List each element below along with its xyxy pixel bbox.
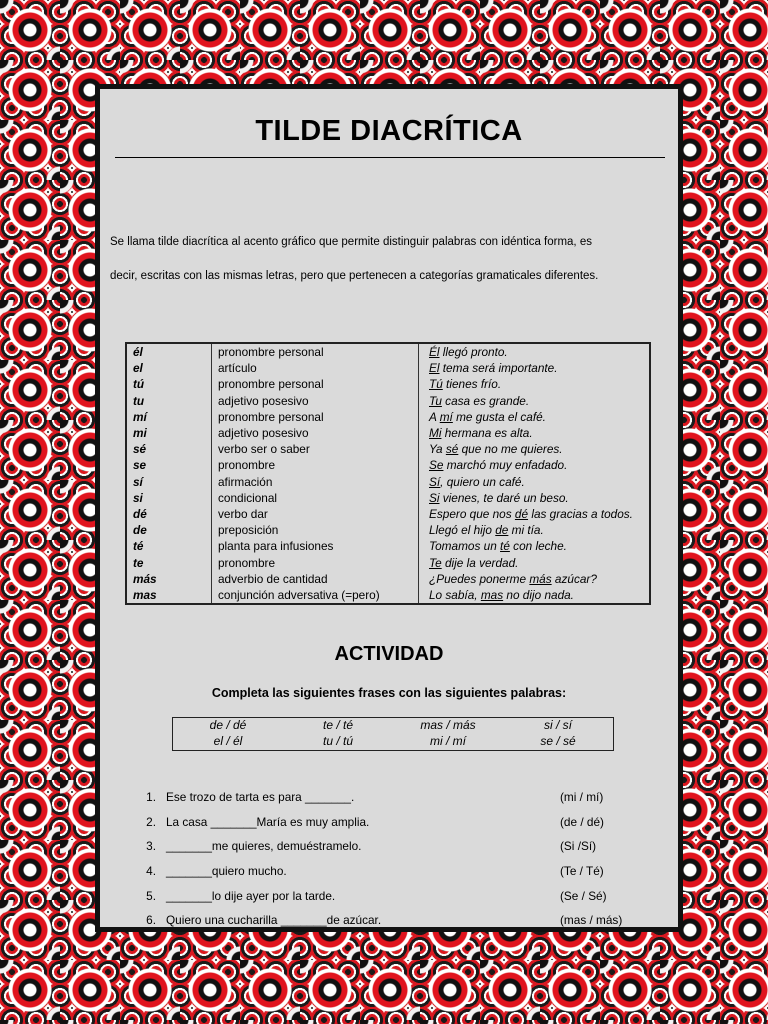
example-highlight: Si: [429, 490, 440, 505]
table-example: [419, 409, 650, 425]
table-example: [419, 344, 650, 360]
exercise-sentence: _______quiero mucho.: [166, 864, 287, 879]
example-text: dije la verdad.: [441, 555, 519, 570]
activity-instructions: Completa las siguientes frases con las siguientes palabras:: [211, 686, 567, 700]
table-row: [127, 538, 649, 554]
table-row: [127, 360, 649, 376]
table-example: [419, 376, 650, 392]
exercise-item: [130, 785, 650, 810]
exercise-options: (Se / Sé): [560, 888, 607, 903]
table-category: conjunción adversativa (=pero): [212, 587, 419, 603]
example-text: Tomamos un: [429, 539, 501, 554]
intro-paragraph: [110, 225, 668, 293]
example-text: azúcar?: [551, 571, 597, 586]
table-example: [419, 474, 650, 490]
table-word: si: [133, 490, 143, 505]
table-example: [419, 441, 650, 457]
worksheet-frame: [95, 84, 683, 932]
activity-title: ACTIVIDAD: [334, 643, 444, 665]
exercise-number: 5.: [146, 888, 156, 903]
table-example: [419, 393, 650, 409]
title-divider: [115, 157, 665, 158]
table-word: tu: [133, 393, 145, 408]
exercise-number: 6.: [146, 913, 156, 927]
exercise-list: [130, 785, 650, 927]
example-text: casa es grande.: [441, 393, 530, 408]
example-highlight: Se: [429, 458, 444, 473]
table-example: [419, 457, 650, 473]
table-word: más: [133, 571, 157, 586]
exercise-item: [130, 810, 650, 835]
table-word: mí: [133, 409, 147, 424]
table-row: [127, 409, 649, 425]
exercise-sentence: _______me quieres, demuéstramelo.: [166, 839, 362, 854]
table-category: adjetivo posesivo: [212, 393, 419, 409]
example-text: A: [429, 409, 440, 424]
table-row: [127, 474, 649, 490]
table-example: [419, 506, 650, 522]
word-options-box: [172, 717, 614, 751]
example-highlight: Sí: [429, 474, 441, 489]
table-example: [419, 360, 650, 376]
word-option: si / sí: [543, 718, 572, 732]
table-row: [127, 522, 649, 538]
example-highlight: Mi: [429, 426, 442, 441]
table-category: pronombre: [212, 457, 419, 473]
example-text: Ya: [429, 442, 446, 457]
table-row: [127, 490, 649, 506]
example-text: no dijo nada.: [503, 588, 574, 603]
example-highlight: té: [500, 539, 510, 554]
table-example: [419, 571, 650, 587]
word-option: se / sé: [540, 734, 576, 748]
table-row: [127, 457, 649, 473]
table-example: [419, 587, 650, 603]
example-text: marchó muy enfadado.: [443, 458, 568, 473]
example-highlight: El: [429, 361, 440, 376]
diacritic-table-body: [127, 344, 649, 603]
word-option: tu / tú: [322, 734, 354, 748]
table-example: [419, 522, 650, 538]
table-word: de: [133, 523, 147, 538]
table-word: te: [133, 555, 144, 570]
example-text: me gusta el café.: [452, 409, 546, 424]
table-word: sí: [133, 474, 143, 489]
table-category: verbo dar: [212, 506, 419, 522]
exercise-sentence: La casa _______María es muy amplia.: [166, 814, 370, 829]
intro-line: decir, escritas con las mismas letras, pero que pertenecen a categorías gramaticales diferentes.: [110, 270, 599, 282]
example-text: llegó pronto.: [439, 345, 508, 359]
table-category: pronombre personal: [212, 344, 419, 360]
example-highlight: más: [529, 571, 552, 586]
table-row: [127, 376, 649, 392]
table-category: pronombre: [212, 555, 419, 571]
table-word: té: [133, 539, 144, 554]
word-option: de / dé: [209, 718, 247, 732]
word-option: el / él: [213, 734, 243, 748]
example-text: las gracias a todos.: [528, 507, 633, 522]
exercise-number: 3.: [146, 839, 156, 854]
intro-line: Se llama tilde diacrítica al acento gráfico que permite distinguir palabras con idéntica forma, es: [110, 236, 592, 248]
example-text: tema será importante.: [439, 361, 558, 376]
example-text: con leche.: [509, 539, 567, 554]
exercise-number: 1.: [146, 790, 156, 805]
exercise-sentence: _______lo dije ayer por la tarde.: [166, 888, 336, 903]
table-category: pronombre personal: [212, 409, 419, 425]
diacritic-table: [125, 342, 651, 605]
exercise-item: [130, 834, 650, 859]
table-category: adverbio de cantidad: [212, 571, 419, 587]
worksheet: [100, 89, 678, 927]
example-text: mi tía.: [508, 523, 544, 538]
table-row: [127, 344, 649, 360]
example-highlight: Tú: [429, 377, 443, 392]
table-row: [127, 506, 649, 522]
table-category: condicional: [212, 490, 419, 506]
example-text: tienes frío.: [442, 377, 502, 392]
table-row: [127, 571, 649, 587]
example-highlight: Él: [429, 345, 440, 359]
table-word: sé: [133, 442, 147, 457]
table-example: [419, 490, 650, 506]
table-word: se: [133, 458, 147, 473]
example-text: hermana es alta.: [441, 426, 533, 441]
table-category: pronombre personal: [212, 376, 419, 392]
exercise-number: 4.: [146, 864, 156, 879]
exercise-options: (mi / mí): [560, 790, 604, 805]
exercise-item: [130, 883, 650, 908]
example-text: Llegó el hijo: [429, 523, 496, 538]
exercise-number: 2.: [146, 814, 156, 829]
table-category: verbo ser o saber: [212, 441, 419, 457]
table-example: [419, 425, 650, 441]
example-text: , quiero un café.: [440, 474, 525, 489]
example-highlight: sé: [445, 442, 459, 457]
exercise-sentence: Ese trozo de tarta es para _______.: [166, 790, 355, 805]
table-row: [127, 393, 649, 409]
table-word: mi: [133, 426, 147, 441]
exercise-options: (mas / más): [560, 913, 623, 927]
table-category: planta para infusiones: [212, 538, 419, 554]
table-category: preposición: [212, 522, 419, 538]
example-highlight: Te: [429, 555, 442, 570]
example-highlight: Tu: [429, 393, 442, 408]
exercise-options: (Te / Té): [560, 864, 604, 879]
exercise-options: (de / dé): [560, 814, 604, 829]
exercise-item: [130, 859, 650, 884]
example-text: vienes, te daré un beso.: [439, 490, 569, 505]
word-option: te / té: [322, 718, 354, 732]
table-row: [127, 425, 649, 441]
example-text: Lo sabía,: [429, 588, 481, 603]
example-highlight: dé: [514, 507, 529, 522]
page-title: TILDE DIACRÍTICA: [255, 115, 523, 147]
table-row: [127, 441, 649, 457]
table-word: él: [133, 345, 143, 359]
table-example: [419, 538, 650, 554]
table-category: afirmación: [212, 474, 419, 490]
example-highlight: de: [495, 523, 509, 538]
word-option: mas / más: [420, 718, 476, 732]
table-category: adjetivo posesivo: [212, 425, 419, 441]
table-word: dé: [133, 507, 147, 522]
example-text: ¿Puedes ponerme: [429, 571, 530, 586]
word-option: mi / mí: [430, 734, 466, 748]
example-text: que no me quieres.: [458, 442, 563, 457]
exercise-sentence: Quiero una cucharilla _______de azúcar.: [166, 913, 382, 927]
exercise-item: [130, 908, 650, 927]
example-highlight: mí: [439, 409, 453, 424]
table-row: [127, 555, 649, 571]
exercise-options: (Si /Sí): [560, 839, 597, 854]
example-highlight: mas: [480, 588, 504, 603]
table-word: el: [133, 361, 143, 376]
table-example: [419, 555, 650, 571]
table-word: tú: [133, 377, 145, 392]
example-text: Espero que nos: [429, 507, 515, 522]
table-word: mas: [133, 588, 157, 603]
table-category: artículo: [212, 360, 419, 376]
table-row: [127, 587, 649, 603]
